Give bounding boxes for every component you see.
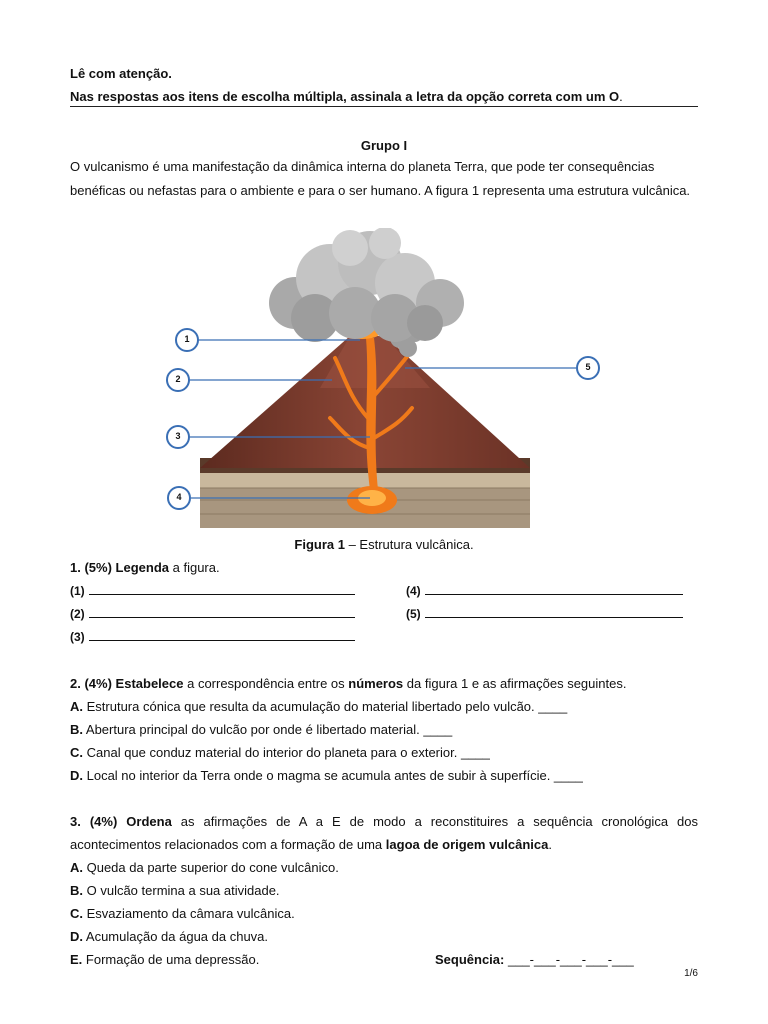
q3-number: 3. [70,814,81,829]
q3-option-d [70,929,268,944]
q2-number: 2. [70,676,81,691]
legend-number-1: (1) [70,584,85,598]
q1-percent: (5%) [84,560,112,575]
q3-line1-rest: as afirmações de A a E de modo a reconstituires a sequência cronológica dos [171,814,698,829]
legend-item-2 [70,607,355,621]
q3-option-c [70,906,295,921]
legend-blank-2[interactable] [89,607,355,618]
q3-option-text: Formação de uma depressão. [82,952,260,967]
q3-option-letter: A. [70,860,83,875]
q2-option-d [70,768,583,783]
q2-option-text: Local no interior da Terra onde o magma se acumula antes de subir à superfície. ____ [83,768,583,783]
q2-percent: (4%) [84,676,112,691]
legend-item-3 [70,630,355,644]
figure-caption-label: Figura 1 [294,537,345,552]
q2-bold: números [348,676,404,691]
callout-label-5: 5 [585,362,591,372]
q2-mid: a correspondência entre os [183,676,349,691]
q2-option-text: Canal que conduz material do interior do planeta para o exterior. ____ [83,745,490,760]
legend-item-1 [70,584,355,598]
q2-option-text: Estrutura cónica que resulta da acumulação do material libertado pelo vulcão. ____ [83,699,568,714]
q3-option-a [70,860,339,875]
q2-rest: da figura 1 e as afirmações seguintes. [403,676,627,691]
legend-number-3: (3) [70,630,85,644]
instruction-body: Nas respostas aos itens de escolha múltipla, assinala a letra da opção correta com um [70,89,609,104]
q2-option-c [70,745,490,760]
q3-option-text: Esvaziamento da câmara vulcânica. [83,906,295,921]
q3-percent: (4%) [89,814,118,829]
q2-option-letter: C. [70,745,83,760]
q3-option-text: Queda da parte superior do cone vulcânico. [83,860,339,875]
instruction-mark: O [609,89,620,104]
legend-item-4 [406,584,683,598]
legend-number-2: (2) [70,607,85,621]
figure-caption [0,537,768,552]
q2-option-letter: A. [70,699,83,714]
sequence-label: Sequência: [435,952,505,967]
q1-number: 1. [70,560,81,575]
legend-number-4: (4) [406,584,421,598]
legend-blank-3[interactable] [89,630,355,641]
sequence-answer[interactable] [435,952,634,967]
legend-item-5 [406,607,683,621]
q3-option-letter: C. [70,906,83,921]
q3-option-e [70,952,259,967]
q2-statement [70,676,626,691]
q3-statement-line2 [70,837,552,852]
q3-verb: Ordena [126,814,172,829]
q3-option-letter: D. [70,929,83,944]
q3-line2-end: . [548,837,552,852]
callout-label-3: 3 [175,431,181,441]
page-number: 1/6 [684,968,698,979]
legend-number-5: (5) [406,607,421,621]
group-title: Grupo I [360,138,408,153]
legend-blank-5[interactable] [425,607,683,618]
q1-rest: a figura. [169,560,220,575]
group-intro: O vulcanismo é uma manifestação da dinâmica interna do planeta Terra, que pode ter consequências benéficas ou nefastas para o ambiente e para o ser humano. A figura 1 representa uma estrutura vulcânica. [70,159,691,198]
q2-option-text: Abertura principal do vulcão por onde é libertado material. ____ [83,722,453,737]
q2-option-letter: D. [70,768,83,783]
callout-label-4: 4 [176,492,182,502]
figure-caption-text: – Estrutura vulcânica. [344,537,474,552]
q2-option-b [70,722,452,737]
q3-line1-justified [70,814,698,829]
legend-blank-1[interactable] [89,584,355,595]
q3-option-b [70,883,280,898]
q3-line2-bold: lagoa de origem vulcânica [385,837,549,852]
q2-verb: Estabelece [115,676,184,691]
q3-option-letter: E. [70,952,83,967]
q3-option-text: O vulcão termina a sua atividade. [83,883,280,898]
instruction-title: Lê com atenção. [70,66,172,81]
q3-line2-start: acontecimentos relacionados com a formação de uma [70,837,386,852]
legend-blank-4[interactable] [425,584,683,595]
sequence-blanks[interactable]: ___-___-___-___-___ [507,952,634,967]
q3-option-letter: B. [70,883,83,898]
q2-option-a [70,699,567,714]
q1-verb: Legenda [115,560,170,575]
callout-label-2: 2 [175,374,181,384]
q1-statement [70,560,220,575]
q2-option-letter: B. [70,722,83,737]
q3-option-text: Acumulação da água da chuva. [83,929,269,944]
q3-statement-line1 [70,814,698,829]
callout-label-1: 1 [184,334,190,344]
instruction-period: . [619,89,623,104]
